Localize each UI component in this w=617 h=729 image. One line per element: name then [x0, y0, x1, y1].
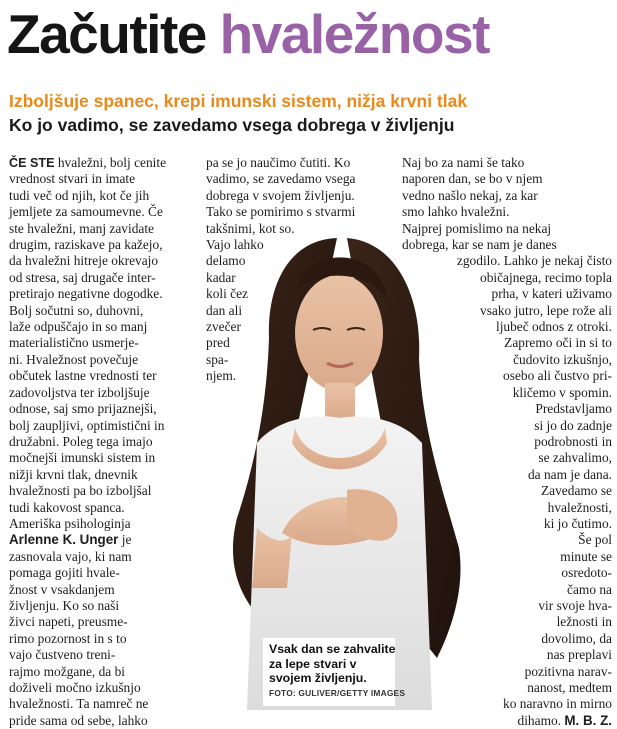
text-line	[402, 713, 612, 729]
text-line: nižji krvni tlak, dnevnik	[9, 466, 138, 482]
text-fragment: hvaležni, bolj cenite	[54, 155, 167, 170]
article-column-2	[206, 155, 386, 385]
text-line: zvečer	[206, 319, 241, 335]
text-line: si jo do zadnje	[534, 417, 612, 433]
text-line: pozitivna narav-	[524, 663, 612, 679]
text-fragment: je	[118, 532, 132, 548]
text-line: Predstavljamo	[535, 401, 612, 417]
text-line: družabni. Poleg tega imajo	[9, 433, 153, 449]
text-line: hvaležnosti pa bo izboljšal	[9, 483, 152, 499]
text-line: se zahvalimo,	[538, 450, 612, 466]
text-line: ležnosti in	[556, 614, 612, 630]
text-line: kadar	[206, 269, 236, 285]
subheadline-secondary: Ko jo vadimo, se zavedamo vsega dobrega v življenju	[9, 115, 455, 135]
text-line: tudi kakovost spanca.	[9, 499, 125, 515]
text-line: laže odpuščajo in so manj	[9, 319, 148, 335]
text-line	[9, 155, 195, 171]
text-line: osredoto-	[561, 565, 612, 581]
caption-line: Vsak dan se zahvalite	[269, 642, 396, 656]
text-line: delamo	[206, 253, 246, 269]
text-line: smo lahko hvaležni.	[402, 204, 510, 220]
text-line: žnost v vsakdanjem	[9, 581, 115, 597]
text-line: odnose, saj smo prijaznejši,	[9, 401, 157, 417]
text-line: pomaga gojiti hvale-	[9, 565, 120, 581]
headline	[7, 4, 489, 64]
text-line: zgodilo. Lahko je nekaj čisto	[456, 253, 612, 269]
text-line: pretirajo negativne dogodke.	[9, 286, 163, 302]
lead-in: ČE STE	[9, 156, 55, 170]
photo-credit: FOTO: GULIVER/GETTY IMAGES	[269, 687, 406, 698]
text-line: Najprej pomislimo na nekaj	[402, 220, 552, 236]
text-line: pa se jo naučimo čutiti. Ko	[206, 155, 351, 170]
text-line: zadovoljstva ter izboljšuje	[9, 384, 150, 400]
text-line: nanost, medtem	[527, 680, 612, 695]
text-line: ni. Hvaležnost povečuje	[9, 351, 139, 367]
subheadline: Izboljšuje spanec, krepi imunski sistem, nižja krvni tlak	[9, 91, 468, 111]
text-line: da hvaležni hitreje okrevajo	[9, 253, 159, 269]
text-line: Vajo lahko	[206, 237, 264, 253]
text-line: od stresa, saj drugače inter-	[9, 269, 156, 285]
text-line: pride sama od sebe, lahko	[9, 712, 148, 728]
text-line: tudi več od njih, kot če jih	[9, 187, 150, 203]
text-line: močnejši imunski sistem in	[9, 450, 156, 466]
text-line: njem.	[206, 368, 237, 384]
text-line: prha, v kateri uživamo	[491, 286, 612, 302]
text-line: spa-	[206, 351, 229, 367]
text-line: Naj bo za nami še tako	[402, 155, 525, 170]
author-signature: M. B. Z.	[564, 712, 612, 728]
text-line: rimo pozornost in s to	[9, 630, 127, 646]
text-line: Še pol	[578, 532, 612, 548]
text-line: živci napeti, preusme-	[9, 614, 128, 630]
text-line: občutek lastne vrednosti ter	[9, 368, 157, 384]
text-line: vir svoje hva-	[538, 597, 612, 613]
text-line: Zapremo oči in si to	[504, 335, 612, 351]
text-line: naporen dan, se bo v njem	[402, 171, 543, 187]
text-line: Bolj sočutni so, duhovni,	[9, 302, 144, 318]
text-line: vrednost stvari in imate	[9, 171, 136, 187]
text-line: nas preplavi	[546, 647, 612, 663]
text-line: zasnovala vajo, ki nam	[9, 548, 132, 564]
text-fragment: dihamo.	[517, 712, 562, 728]
text-line: rajmo možgane, da bi	[9, 663, 126, 679]
text-line: osebo ali čustvo pri-	[503, 368, 612, 384]
text-line: vajo čustveno treni-	[9, 647, 116, 663]
text-line: kličemo v spomin.	[512, 384, 612, 400]
text-line: drugim, raziskave pa kažejo,	[9, 237, 163, 253]
text-line: običajnega, recimo topla	[480, 269, 612, 285]
caption-line: za lepe stvari v	[269, 656, 357, 671]
text-line: minute se	[560, 548, 612, 564]
text-line: pred	[206, 335, 230, 351]
text-line: doživeli močno izkušnjo	[9, 680, 141, 695]
text-line: hvaležnosti. Ta namreč ne	[9, 696, 149, 712]
text-line: hvaležnosti,	[547, 499, 612, 515]
text-line: ste hvaležni, manj zavidate	[9, 220, 155, 236]
text-line: vedno našlo nekaj, za kar	[402, 187, 538, 203]
text-line: čamo na	[567, 581, 612, 597]
psychologist-name: Arlenne K. Unger	[9, 532, 119, 548]
text-line: ko naravno in mirno	[503, 696, 612, 712]
headline-word-2: hvaležnost	[219, 3, 489, 65]
text-line: koli čez	[206, 286, 249, 302]
article-column-1	[9, 155, 195, 729]
text-line: Zavedamo se	[540, 483, 612, 499]
text-line: jemljete za samoumevne. Če	[9, 204, 163, 220]
text-line: čudovito izkušnjo,	[513, 351, 612, 367]
text-line: bolj zaupljivi, optimistični in	[9, 417, 165, 433]
text-line: ki jo čutimo.	[543, 515, 612, 531]
text-line: materialistično usmerje-	[9, 335, 139, 351]
text-line: vadimo, se zavedamo vsega	[206, 171, 356, 187]
text-line: dobrega v svojem življenju.	[206, 187, 355, 203]
text-line: da nam je dana.	[527, 466, 612, 482]
text-line: podrobnosti in	[534, 433, 612, 449]
photo-caption	[263, 638, 406, 706]
text-line: dovolimo, da	[541, 630, 612, 646]
text-line: ljubeč odnos z otroki.	[495, 319, 612, 335]
text-line: takšnimi, kot so.	[206, 220, 295, 236]
text-line: dobrega, kar se nam je danes	[402, 237, 557, 253]
text-line: dan ali	[206, 302, 243, 318]
caption-text	[269, 642, 396, 686]
text-line: Ameriška psihologinja	[9, 515, 131, 531]
text-line	[9, 532, 195, 548]
text-line: življenju. Ko so naši	[9, 597, 120, 613]
text-line: Tako se pomirimo s stvarmi	[206, 204, 356, 220]
caption-line: svojem življenju.	[269, 671, 367, 686]
article-column-3	[402, 155, 612, 729]
text-line: vsako jutro, lepe rože ali	[480, 302, 612, 318]
headline-word-1: Začutite	[7, 3, 206, 65]
